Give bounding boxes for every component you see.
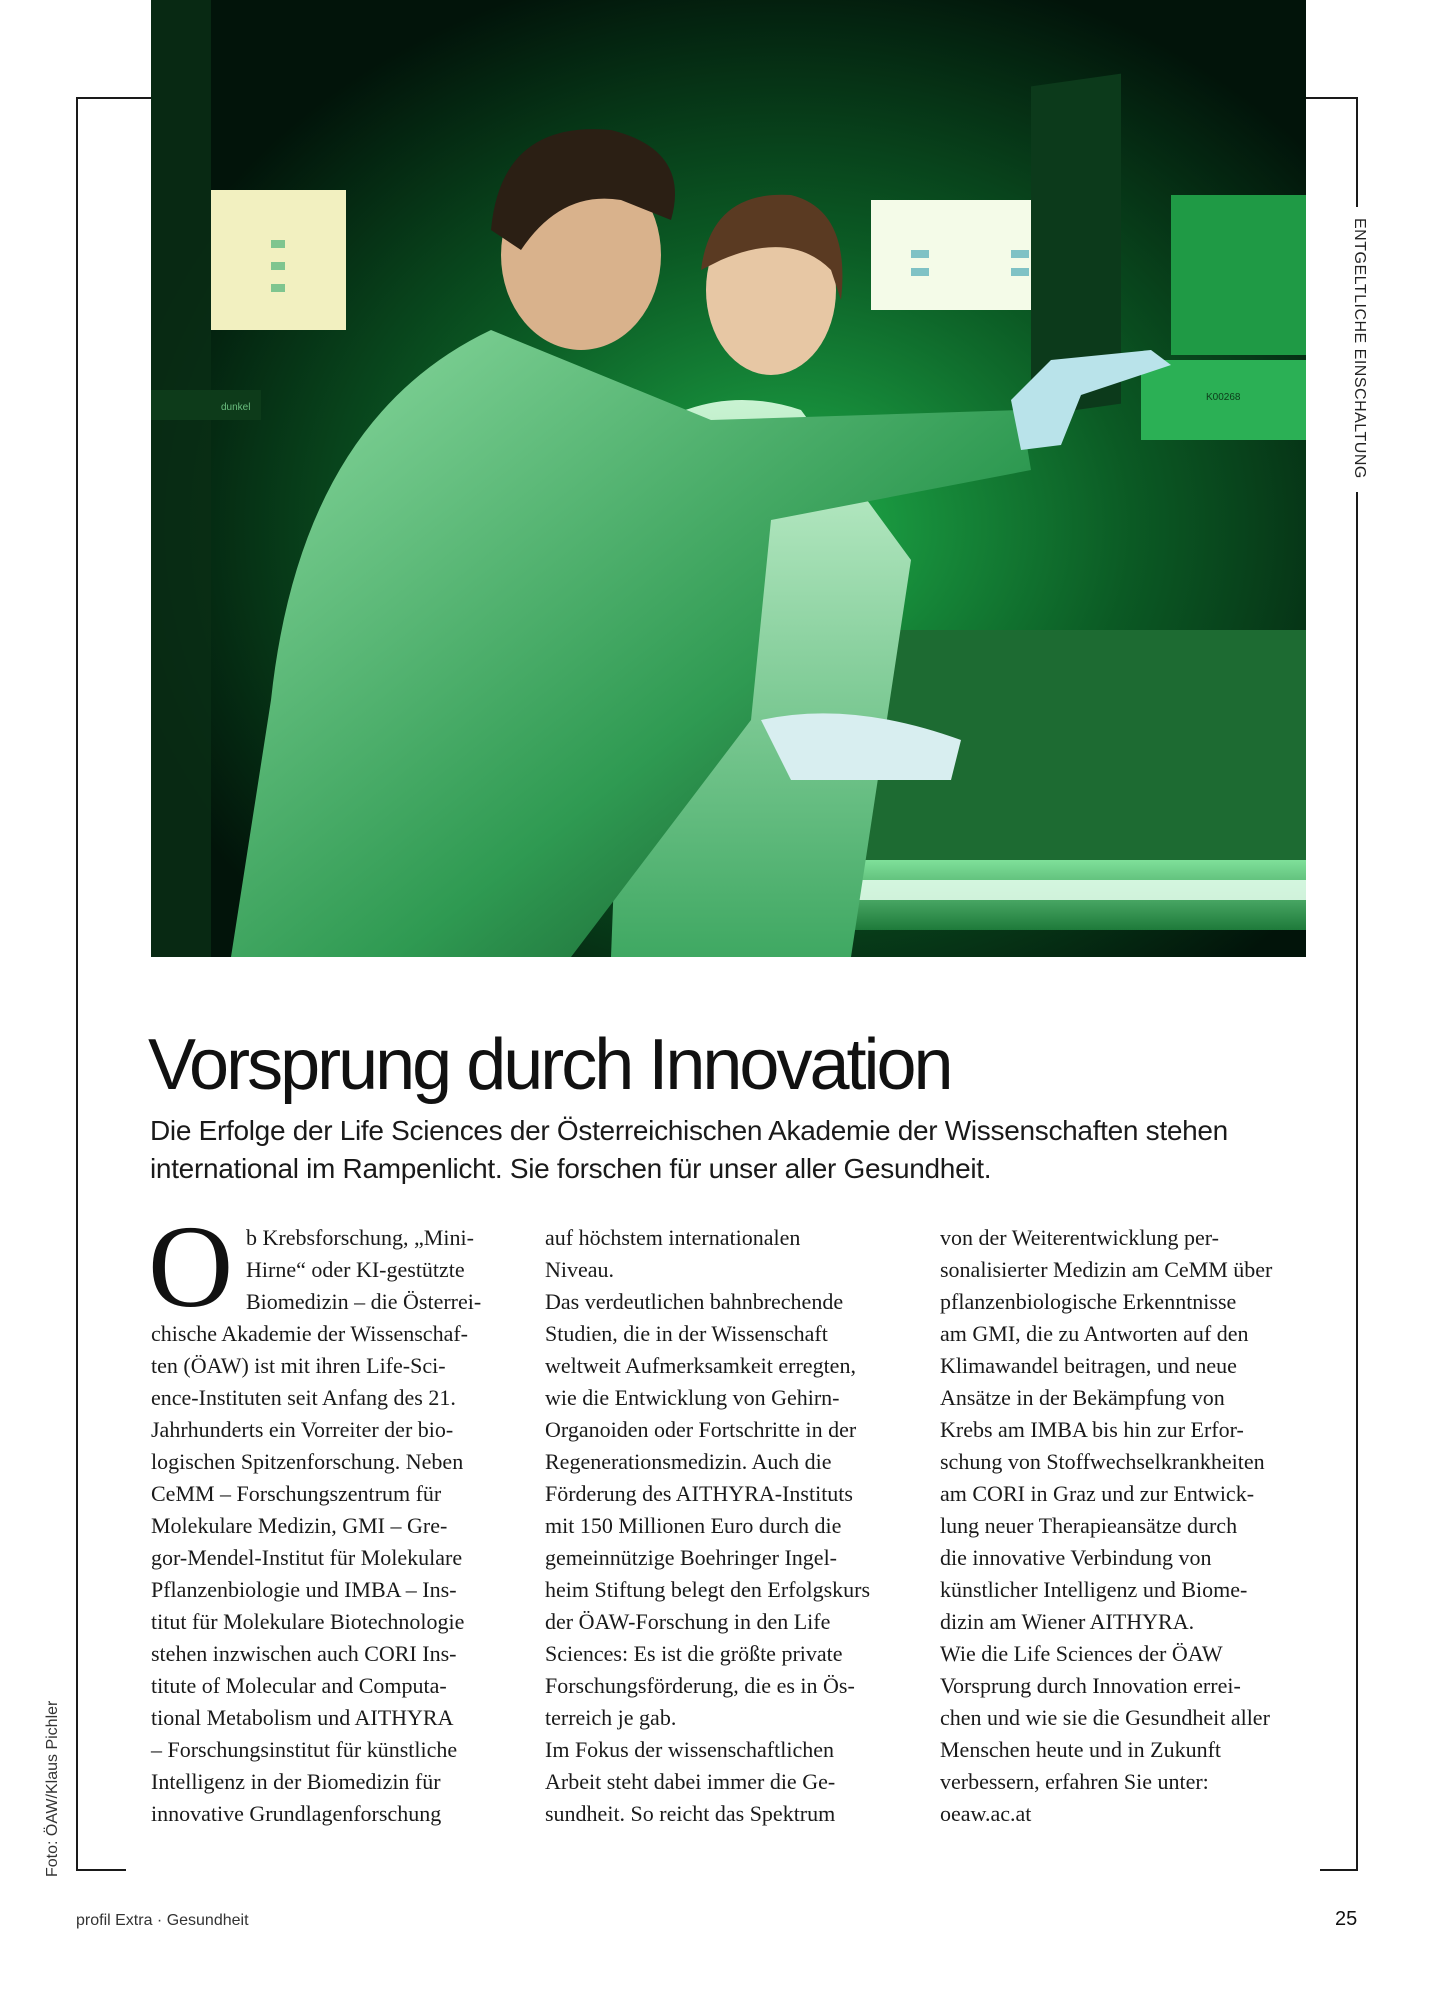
publication-name: profil Extra · Gesundheit [76, 1912, 249, 1929]
body-line: tional Metabolism und AITHYRA [151, 1705, 454, 1730]
monitor-left [211, 190, 346, 330]
body-line: Organoiden oder Fortschritte in der [545, 1417, 857, 1442]
body-line: sundheit. So reicht das Spektrum [545, 1801, 836, 1826]
body-line: Jahrhunderts ein Vorreiter der bio- [151, 1417, 454, 1442]
body-line: Wie die Life Sciences der ÖAW [940, 1641, 1223, 1666]
frame-top-left [76, 97, 151, 99]
body-line: Forschungsförderung, die es in Ös- [545, 1673, 855, 1698]
body-line: – Forschungsinstitut für künstliche [151, 1737, 458, 1762]
body-line: Menschen heute und in Zukunft [940, 1737, 1222, 1762]
body-line: am GMI, die zu Antworten auf den [940, 1321, 1249, 1346]
photo-credit: Foto: ÖAW/Klaus Pichler [44, 1700, 61, 1877]
device-label-1: dunkel [221, 402, 251, 413]
body-line: titute of Molecular and Computa- [151, 1673, 447, 1698]
body-line: Arbeit steht dabei immer die Ge- [545, 1769, 836, 1794]
body-line: der ÖAW-Forschung in den Life [545, 1609, 831, 1634]
body-line: Molekulare Medizin, GMI – Gre- [151, 1513, 448, 1538]
body-column-2 [545, 1222, 910, 1830]
body-column-1 [151, 1222, 516, 1830]
website-link[interactable]: oeaw.ac.at [940, 1801, 1032, 1826]
body-line: Regenerationsmedizin. Auch die [545, 1449, 832, 1474]
body-line: die innovative Verbindung von [940, 1545, 1212, 1570]
body-line: Vorsprung durch Innovation errei- [940, 1673, 1241, 1698]
body-line: am CORI in Graz und zur Entwick- [940, 1481, 1255, 1506]
lab-photo [151, 0, 1306, 957]
body-line: lung neuer Therapieansätze durch [940, 1513, 1238, 1538]
body-line: chen und wie sie die Gesundheit aller [940, 1705, 1270, 1730]
body-line: ten (ÖAW) ist mit ihren Life-Sci- [151, 1353, 446, 1378]
drop-cap: O [148, 1201, 234, 1332]
body-line: Krebs am IMBA bis hin zur Erfor- [940, 1417, 1244, 1442]
body-line: dizin am Wiener AITHYRA. [940, 1609, 1195, 1634]
subtitle: Die Erfolge der Life Sciences der Österreichischen Akademie der Wissenschaften stehen international im Rampenlicht. Sie forschen für unser aller Gesundheit. [150, 1115, 1228, 1184]
body-line: ence-Instituten seit Anfang des 21. [151, 1385, 456, 1410]
body-line: heim Stiftung belegt den Erfolgskurs [545, 1577, 871, 1602]
headline: Vorsprung durch Innovation [148, 1025, 951, 1105]
body-line: Das verdeutlichen bahnbrechende [545, 1289, 844, 1314]
body-line: wie die Entwicklung von Gehirn- [545, 1385, 840, 1410]
body-line: Biomedizin – die Österrei- [246, 1289, 482, 1314]
frame-right-lower [1356, 492, 1358, 1871]
frame-bottom-left [76, 1869, 126, 1871]
body-line: sonalisierter Medizin am CeMM über [940, 1257, 1273, 1282]
lab-scene-illustration [151, 0, 1306, 957]
body-line: Intelligenz in der Biomedizin für [151, 1769, 441, 1794]
body-line: Pflanzenbiologie und IMBA – Ins- [151, 1577, 457, 1602]
body-line: b Krebsforschung, „Mini- [246, 1225, 474, 1250]
body-line: Ansätze in der Bekämpfung von [940, 1385, 1225, 1410]
body-column-3 [940, 1222, 1305, 1830]
frame-top-right [1306, 97, 1358, 99]
body-line: gemeinnützige Boehringer Ingel- [545, 1545, 838, 1570]
body-line: Studien, die in der Wissenschaft [545, 1321, 828, 1346]
body-line: mit 150 Millionen Euro durch die [545, 1513, 842, 1538]
frame-left [76, 97, 78, 1871]
body-line: Förderung des AITHYRA-Instituts [545, 1481, 853, 1506]
body-line: von der Weiterentwicklung per- [940, 1225, 1220, 1250]
body-line: Hirne“ oder KI-gestützte [246, 1257, 465, 1282]
advertorial-label: ENTGELTLICHE EINSCHALTUNG [1351, 218, 1368, 479]
frame-right-upper [1356, 97, 1358, 207]
body-line: auf höchstem internationalen [545, 1225, 801, 1250]
body-line: Im Fokus der wissenschaftlichen [545, 1737, 834, 1762]
body-line: Niveau. [545, 1257, 615, 1282]
body-line: pflanzenbiologische Erkenntnisse [940, 1289, 1237, 1314]
body-line: gor-Mendel-Institut für Molekulare [151, 1545, 463, 1570]
body-line: verbessern, erfahren Sie unter: [940, 1769, 1209, 1794]
body-line: chische Akademie der Wissenschaf- [151, 1321, 468, 1346]
body-line: künstlicher Intelligenz und Biome- [940, 1577, 1248, 1602]
body-line: Sciences: Es ist die größte private [545, 1641, 843, 1666]
frame-bottom-right [1320, 1869, 1358, 1871]
body-line: logischen Spitzenforschung. Neben [151, 1449, 464, 1474]
body-line: schung von Stoffwechselkrankheiten [940, 1449, 1265, 1474]
device-label-2: K00268 [1206, 392, 1241, 403]
body-line: stehen inzwischen auch CORI Ins- [151, 1641, 457, 1666]
body-line: innovative Grundlagenforschung [151, 1801, 442, 1826]
body-line: weltweit Aufmerksamkeit erregten, [545, 1353, 856, 1378]
body-line: terreich je gab. [545, 1705, 677, 1730]
page-number: 25 [1335, 1908, 1358, 1930]
body-line: Klimawandel beitragen, und neue [940, 1353, 1237, 1378]
body-line: CeMM – Forschungszentrum für [151, 1481, 442, 1506]
body-line: titut für Molekulare Biotechnologie [151, 1609, 465, 1634]
